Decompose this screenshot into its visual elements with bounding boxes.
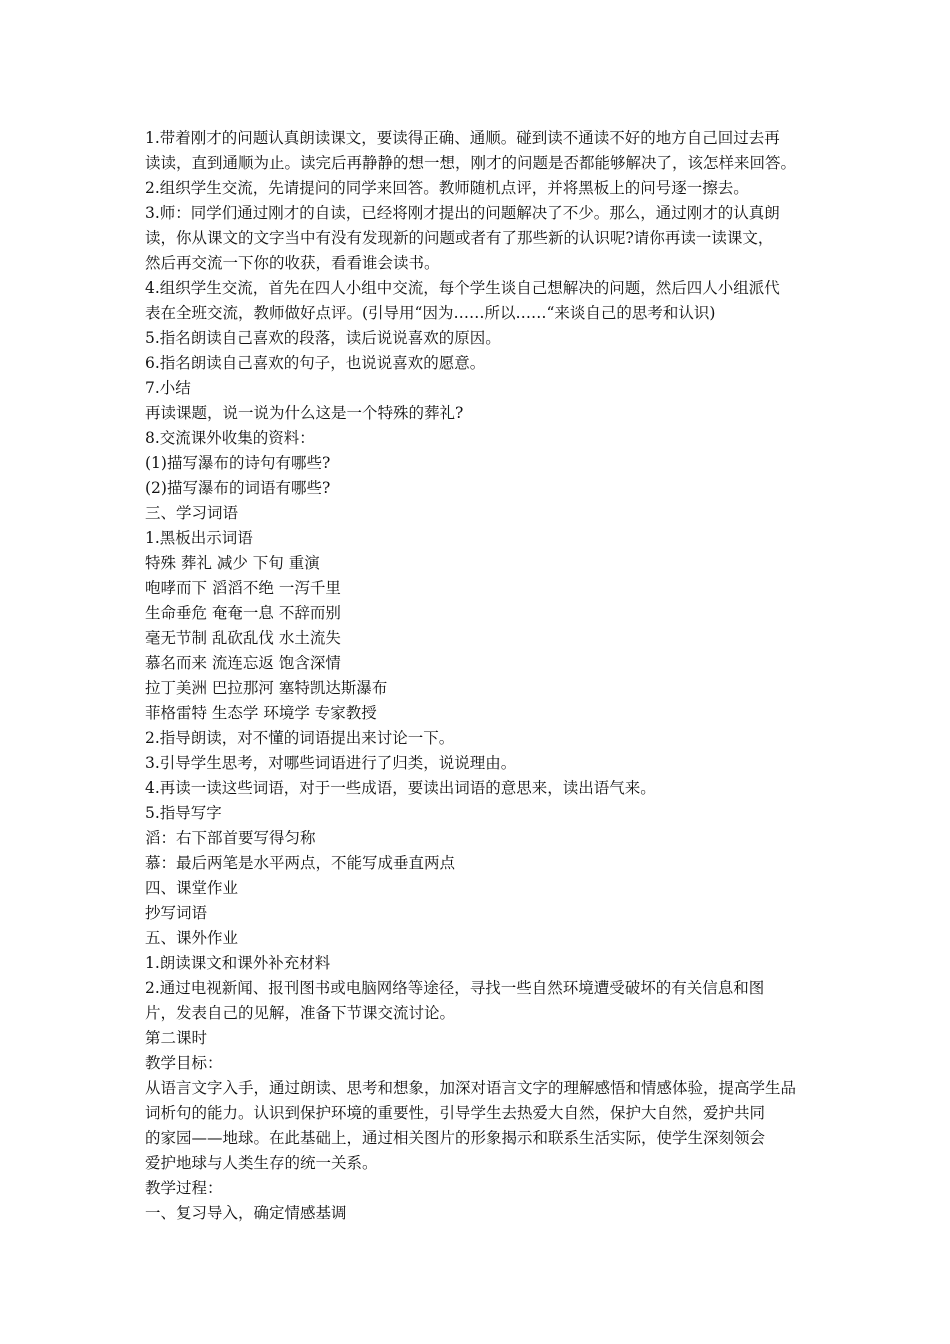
text-line: 1.黑板出示词语 <box>145 529 253 547</box>
text-line: 生命垂危 奄奄一息 不辞而别 <box>145 604 341 622</box>
text-line: 5.指导写字 <box>145 804 222 822</box>
text-line: 2.指导朗读，对不懂的词语提出来讨论一下。 <box>145 729 455 747</box>
text-line: 3.引导学生思考，对哪些词语进行了归类，说说理由。 <box>145 754 517 772</box>
text-line: 1.带着刚才的问题认真朗读课文，要读得正确、通顺。碰到读不通读不好的地方自己回过去再 <box>145 129 780 147</box>
text-line: 菲格雷特 生态学 环境学 专家教授 <box>145 704 377 722</box>
text-line: 2.通过电视新闻、报刊图书或电脑网络等途径，寻找一些自然环境遭受破坏的有关信息和图 <box>145 979 765 997</box>
text-line: 5.指名朗读自己喜欢的段落，读后说说喜欢的原因。 <box>145 329 501 347</box>
text-line: 毫无节制 乱砍乱伐 水土流失 <box>145 629 341 647</box>
text-line: 慕：最后两笔是水平两点，不能写成垂直两点 <box>145 854 456 872</box>
text-line: 然后再交流一下你的收获，看看谁会读书。 <box>145 254 440 272</box>
text-line: 抄写词语 <box>145 904 208 922</box>
text-line: 的家园——地球。在此基础上，通过相关图片的形象揭示和联系生活实际，使学生深刻领会 <box>145 1129 766 1147</box>
text-line: 再读课题，说一说为什么这是一个特殊的葬礼? <box>145 404 464 422</box>
text-line: 滔：右下部首要写得匀称 <box>145 829 316 847</box>
text-line: 拉丁美洲 巴拉那河 塞特凯达斯瀑布 <box>145 679 388 697</box>
text-line: 词析句的能力。认识到保护环境的重要性，引导学生去热爱大自然，保护大自然，爱护共同 <box>145 1104 766 1122</box>
text-line: (1)描写瀑布的诗句有哪些? <box>145 454 331 472</box>
text-line: 一、复习导入，确定情感基调 <box>145 1204 347 1222</box>
text-line: 四、课堂作业 <box>145 879 239 897</box>
text-line: 教学过程： <box>145 1179 223 1197</box>
text-line: 从语言文字入手，通过朗读、思考和想象，加深对语言文字的理解感悟和情感体验，提高学生品 <box>145 1079 797 1097</box>
text-line: 教学目标： <box>145 1054 223 1072</box>
text-line: 五、课外作业 <box>145 929 239 947</box>
text-line: 读，你从课文的文字当中有没有发现新的问题或者有了那些新的认识呢?请你再读一读课文， <box>145 229 774 247</box>
text-line: 1.朗读课文和课外补充材料 <box>145 954 331 972</box>
text-line: 第二课时 <box>145 1029 208 1047</box>
text-line: 片，发表自己的见解，准备下节课交流讨论。 <box>145 1004 456 1022</box>
document-page <box>145 126 815 1226</box>
text-line: (2)描写瀑布的词语有哪些? <box>145 479 331 497</box>
text-line: 4.再读一读这些词语，对于一些成语，要读出词语的意思来，读出语气来。 <box>145 779 656 797</box>
text-line: 2.组织学生交流，先请提问的同学来回答。教师随机点评，并将黑板上的问号逐一擦去。 <box>145 179 749 197</box>
text-line: 8.交流课外收集的资料： <box>145 429 315 447</box>
text-line: 7.小结 <box>145 379 191 397</box>
text-line: 慕名而来 流连忘返 饱含深情 <box>145 654 341 672</box>
text-line: 表在全班交流，教师做好点评。(引导用“因为……所以……“来谈自己的思考和认识) <box>145 304 716 322</box>
text-line: 4.组织学生交流，首先在四人小组中交流，每个学生谈自己想解决的问题，然后四人小组派代 <box>145 279 780 297</box>
text-line: 三、学习词语 <box>145 504 239 522</box>
text-line: 咆哮而下 滔滔不绝 一泻千里 <box>145 579 341 597</box>
text-line: 爱护地球与人类生存的统一关系。 <box>145 1154 378 1172</box>
text-line: 6.指名朗读自己喜欢的句子，也说说喜欢的愿意。 <box>145 354 486 372</box>
text-line: 读读，直到通顺为止。读完后再静静的想一想，刚才的问题是否都能够解决了，该怎样来回答。 <box>145 154 797 172</box>
text-line: 特殊 葬礼 减少 下旬 重演 <box>145 554 320 572</box>
text-line: 3.师：同学们通过刚才的自读，已经将刚才提出的问题解决了不少。那么，通过刚才的认真朗 <box>145 204 780 222</box>
